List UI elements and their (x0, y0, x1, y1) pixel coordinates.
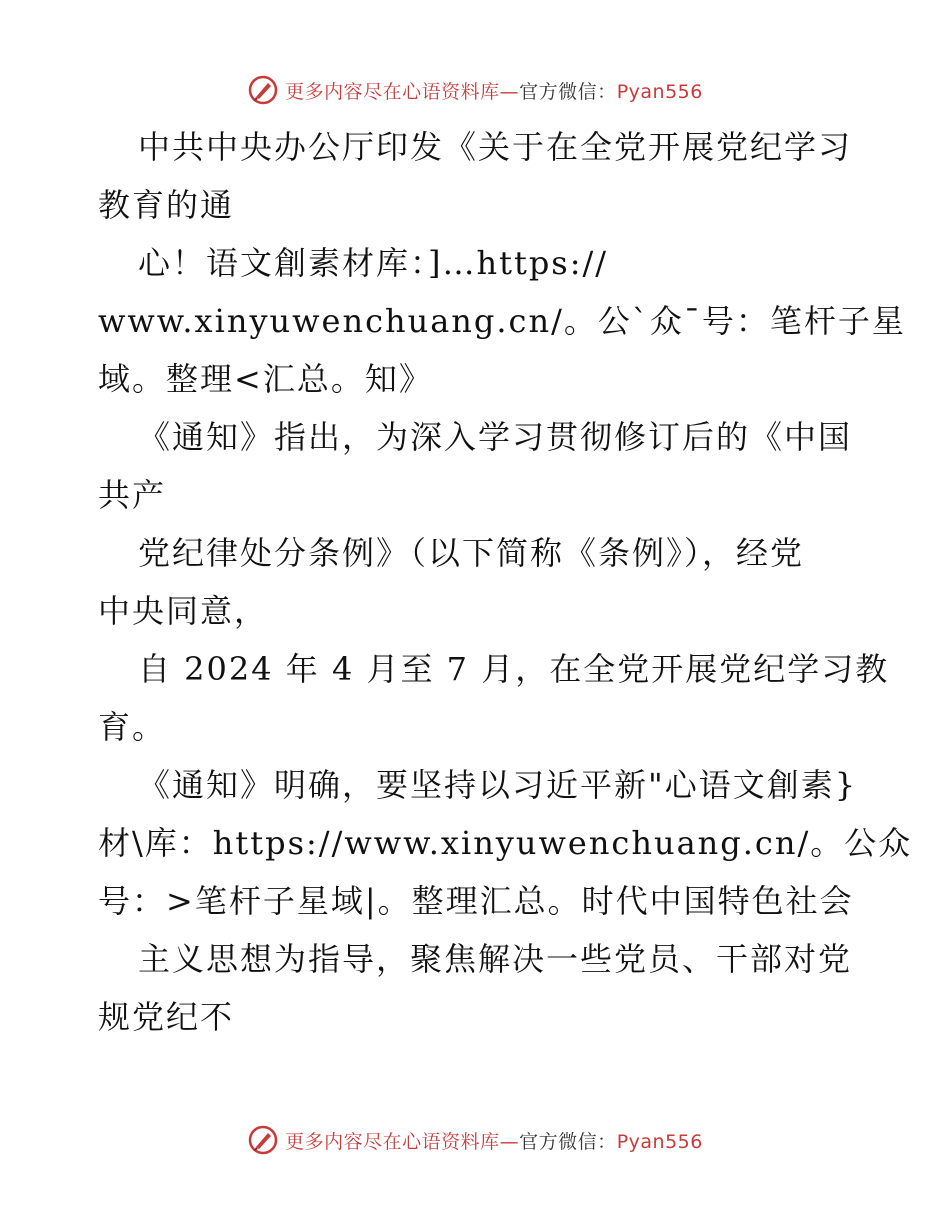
banner-wechat-id: Pyan556 (616, 1130, 703, 1153)
banner-wechat-id: Pyan556 (616, 80, 703, 103)
body-line: 中共中央办公厅印发《关于在全党开展党纪学习 (138, 128, 853, 166)
document-body (98, 118, 913, 1046)
pen-seal-icon (247, 1124, 279, 1156)
body-line: 育。 (98, 708, 167, 746)
body-line: 号：>笔杆子星域|。整理汇总。时代中国特色社会 (98, 882, 854, 920)
banner-wechat-label: 官方微信： (519, 1130, 617, 1153)
body-line: www.xinyuwenchuang.cn/。公`众¯号：笔杆子星 (98, 302, 906, 340)
body-line: 《通知》指出，为深入学习贯彻修订后的《中国 (138, 418, 853, 456)
body-line: 共产 (98, 476, 167, 514)
body-line: 主义思想为指导，聚焦解决一些党员、干部对党 (138, 940, 853, 978)
body-line: 域。整理<汇总。知》 (98, 360, 433, 398)
banner-site-text: 更多内容尽在心语资料库— (285, 1130, 520, 1153)
body-line: 教育的通 (98, 186, 235, 224)
body-line: 中央同意， (98, 592, 269, 630)
body-line: 《通知》明确，要坚持以习近平新"心语文創素} (138, 766, 858, 804)
body-line: 规党纪不 (98, 998, 235, 1036)
banner-site-text: 更多内容尽在心语资料库— (285, 80, 520, 103)
body-line: 心！语文創素材库：]…https:// (138, 244, 609, 282)
header-banner (0, 70, 950, 110)
body-line: 材\库：https://www.xinyuwenchuang.cn/。公众 (98, 824, 913, 862)
pen-seal-icon (247, 74, 279, 106)
footer-banner-text (285, 1127, 703, 1154)
header-banner-text (285, 77, 703, 104)
banner-wechat-label: 官方微信： (519, 80, 617, 103)
footer-banner (0, 1120, 950, 1160)
body-line: 自 2024 年 4 月至 7 月，在全党开展党纪学习教 (138, 650, 890, 688)
body-line: 党纪律处分条例》（以下简称《条例》），经党 (138, 534, 805, 572)
